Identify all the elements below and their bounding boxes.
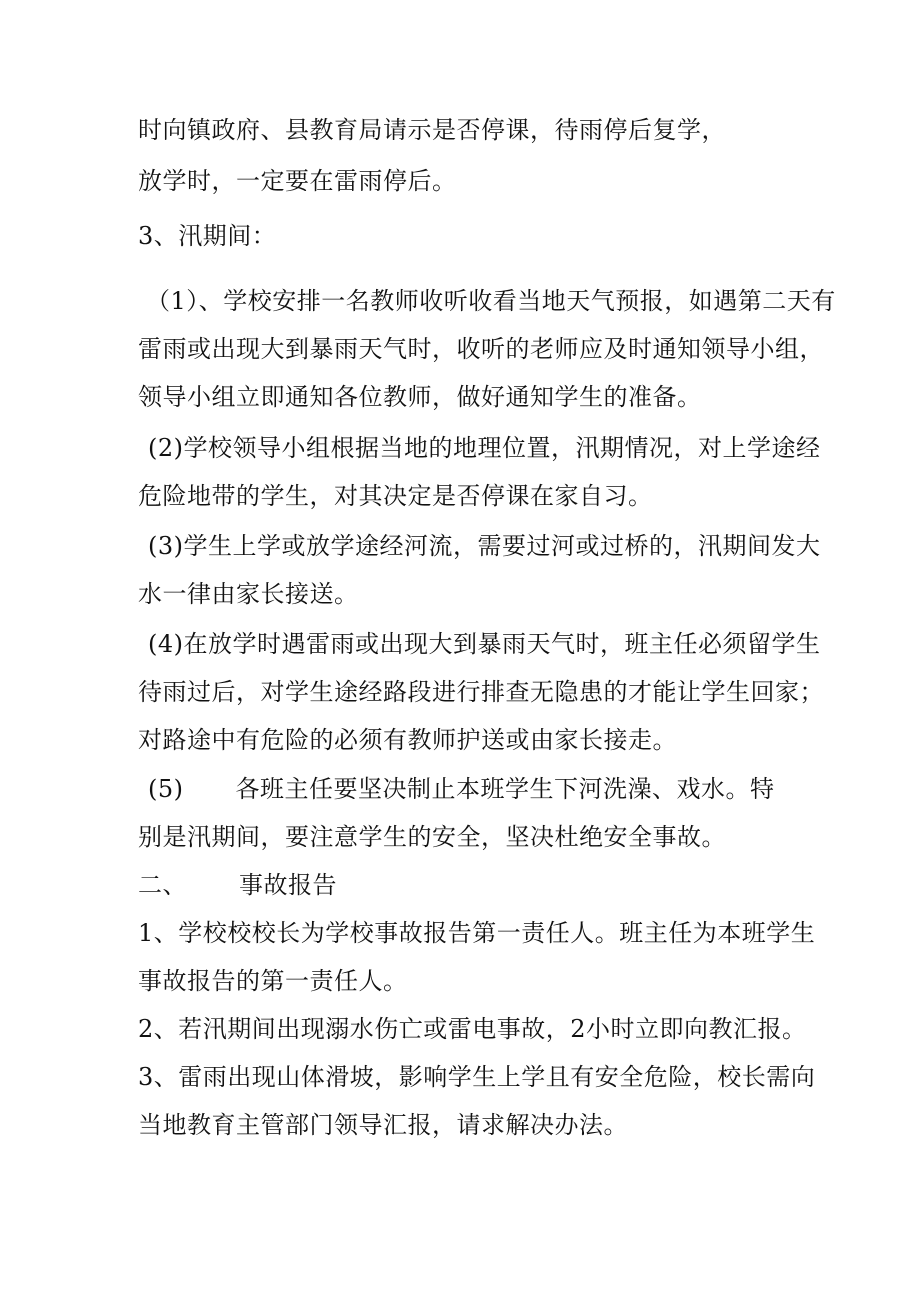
text-line: 3、雷雨出现山体滑坡，影响学生上学且有安全危险，校长需向: [138, 1063, 816, 1091]
section-2-title: 事故报告: [239, 871, 337, 899]
section-3-heading: 3、汛期间：: [138, 222, 277, 250]
item-5-number: (5): [148, 775, 184, 803]
text-line: 别是汛期间，要注意学生的安全，坚决杜绝安全事故。: [138, 823, 726, 851]
paragraph-item-5-line: [148, 773, 775, 805]
item-5-text: 各班主任要坚决制止本班学生下河洗澡、戏水。特: [235, 775, 775, 803]
paragraph-item-3-line: (3)学生上学或放学途经河流，需要过河或过桥的，汛期间发大: [148, 532, 821, 560]
text-line: 2、若汛期间出现溺水伤亡或雷电事故，2小时立即向教汇报。: [138, 1015, 807, 1043]
text-line: 对路途中有危险的必须有教师护送或由家长接走。: [138, 726, 677, 754]
text-line: 雷雨或出现大到暴雨天气时，收听的老师应及时通知领导小组，: [138, 335, 824, 363]
text-line: 领导小组立即通知各位教师，做好通知学生的准备。: [138, 383, 702, 411]
text-line: 危险地带的学生，对其决定是否停课在家自习。: [138, 482, 653, 510]
text-line: 水一律由家长接送。: [138, 580, 359, 608]
text-line: 事故报告的第一责任人。: [138, 967, 408, 995]
section-2-number: 二、: [138, 871, 187, 899]
text-line: 时向镇政府、县教育局请示是否停课，待雨停后复学，: [138, 116, 726, 144]
text-line: 当地教育主管部门领导汇报，请求解决办法。: [138, 1111, 628, 1139]
section-2-heading: [138, 869, 337, 901]
text-line: 1、学校校校长为学校事故报告第一责任人。班主任为本班学生: [138, 919, 816, 947]
text-line: 待雨过后，对学生途经路段进行排查无隐患的才能让学生回家；: [138, 678, 824, 706]
text-line: 放学时，一定要在雷雨停后。: [138, 167, 457, 195]
paragraph-item-4-line: (4)在放学时遇雷雨或出现大到暴雨天气时，班主任必须留学生: [148, 630, 821, 658]
paragraph-item-1-line: （1）、学校安排一名教师收听收看当地天气预报，如遇第二天有: [146, 287, 836, 315]
paragraph-item-2-line: (2)学校领导小组根据当地的地理位置，汛期情况，对上学途经: [148, 434, 821, 462]
